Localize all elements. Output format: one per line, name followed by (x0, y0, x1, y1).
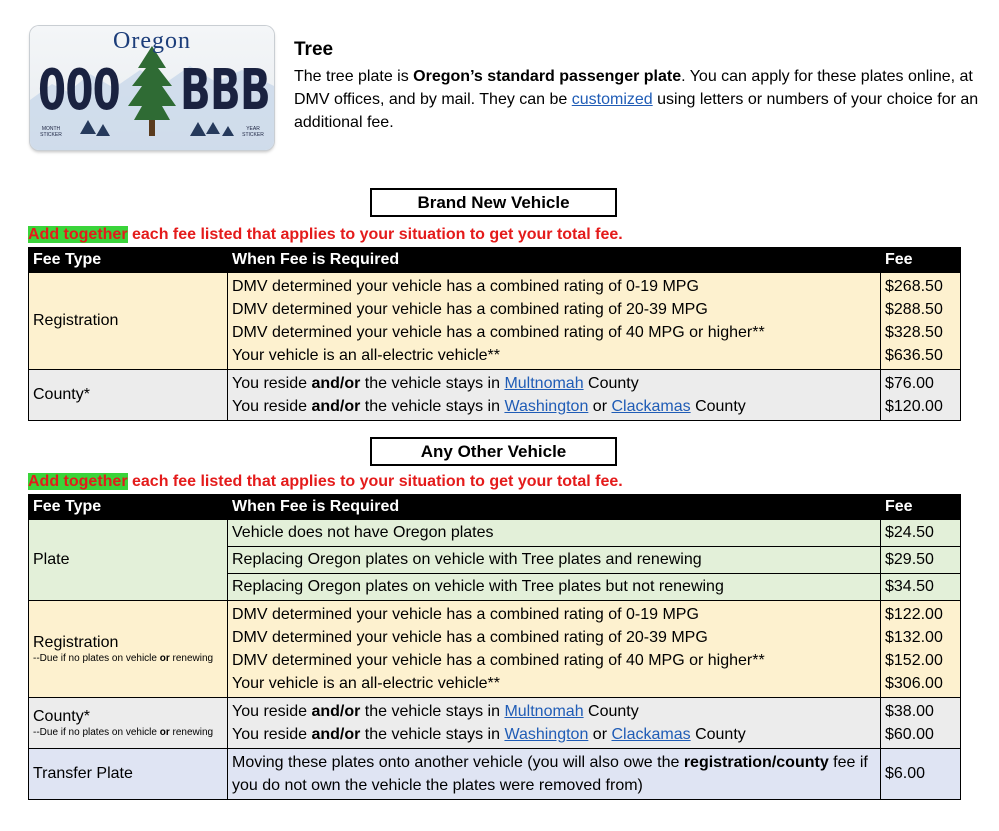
when-cell: DMV determined your vehicle has a combined rating of 0-19 MPG DMV determined your vehicle has a combined rating of 20-39 MPG DMV determined your vehicle has a combined rating of 40 MPG or higher** Your vehicle is an all-electric vehicle** (228, 273, 881, 370)
fee-cell: $38.00 $60.00 (881, 698, 961, 749)
washington-link[interactable]: Washington (504, 398, 589, 415)
multnomah-link[interactable]: Multnomah (504, 703, 584, 720)
header-fee: Fee (881, 495, 961, 520)
instruction-text: Add together each fee listed that applies to your situation to get your total fee. (28, 473, 623, 490)
fee-type-registration: Registration --Due if no plates on vehicle or renewing (29, 601, 228, 698)
customized-link[interactable]: customized (571, 91, 653, 108)
plate-left-characters: 000 (38, 58, 121, 123)
fee-type-county: County* (29, 370, 228, 421)
any-other-vehicle-fee-table (28, 494, 961, 800)
registration-note: --Due if no plates on vehicle or renewing (33, 652, 214, 664)
plate-state-name: Oregon (113, 28, 191, 54)
instruction-text: Add together each fee listed that applies to your situation to get your total fee. (28, 226, 623, 243)
fee-type-registration: Registration (29, 273, 228, 370)
header-fee-type: Fee Type (29, 495, 228, 520)
table-row (29, 698, 961, 749)
table-row (29, 749, 961, 800)
table-row (29, 601, 961, 698)
fee-type-plate: Plate (29, 520, 228, 601)
intro-paragraph: The tree plate is Oregon’s standard passenger plate. You can apply for these plates online, at DMV offices, and by mail. They can be customized using letters or numbers of your choice for an additional fee. (294, 68, 979, 131)
washington-link[interactable]: Washington (504, 726, 589, 743)
multnomah-link[interactable]: Multnomah (504, 375, 584, 392)
fee-type-county: County* --Due if no plates on vehicle or renewing (29, 698, 228, 749)
clackamas-link[interactable]: Clackamas (611, 398, 691, 415)
fee-type-transfer-plate: Transfer Plate (29, 749, 228, 800)
header-fee-type: Fee Type (29, 248, 228, 273)
year-sticker-label: YEAR STICKER (242, 126, 264, 138)
intro-block (294, 38, 984, 134)
clackamas-link[interactable]: Clackamas (611, 726, 691, 743)
when-cell: You reside and/or the vehicle stays in Multnomah County You reside and/or the vehicle stays in Washington or Clackamas County (228, 698, 881, 749)
fee-cell: $6.00 (881, 749, 961, 800)
header-fee: Fee (881, 248, 961, 273)
table-row (29, 273, 961, 370)
fee-cell: $122.00 $132.00 $152.00 $306.00 (881, 601, 961, 698)
when-cell: DMV determined your vehicle has a combined rating of 0-19 MPG DMV determined your vehicle has a combined rating of 20-39 MPG DMV determined your vehicle has a combined rating of 40 MPG or higher** Your vehicle is an all-electric vehicle** (228, 601, 881, 698)
standard-plate-emphasis: Oregon’s standard passenger plate (413, 68, 682, 85)
when-cell: You reside and/or the vehicle stays in Multnomah County You reside and/or the vehicle stays in Washington or Clackamas County (228, 370, 881, 421)
fee-cell: $76.00 $120.00 (881, 370, 961, 421)
add-together-highlight: Add together (28, 226, 128, 243)
header-when-required: When Fee is Required (228, 248, 881, 273)
tree-license-plate-image (30, 26, 274, 150)
plate-right-characters: BBB (180, 58, 271, 123)
add-together-highlight: Add together (28, 473, 128, 490)
when-cell: Moving these plates onto another vehicle (you will also owe the registration/county fee if you do not own the vehicle the plates were removed from) (228, 749, 881, 800)
table-row: Replacing Oregon plates on vehicle with Tree plates and renewing $29.50 (29, 547, 961, 574)
header-when-required: When Fee is Required (228, 495, 881, 520)
table-row: Replacing Oregon plates on vehicle with Tree plates but not renewing $34.50 (29, 574, 961, 601)
month-sticker-label: MONTH STICKER (40, 126, 62, 138)
brand-new-vehicle-fee-table (28, 247, 961, 421)
fee-cell: $268.50 $288.50 $328.50 $636.50 (881, 273, 961, 370)
county-note: --Due if no plates on vehicle or renewing (33, 726, 214, 738)
any-other-vehicle-heading: Any Other Vehicle (370, 437, 617, 466)
page-title: Tree (294, 39, 334, 60)
table-row: Plate Vehicle does not have Oregon plates $24.50 (29, 520, 961, 547)
brand-new-vehicle-heading: Brand New Vehicle (370, 188, 617, 217)
table-row (29, 370, 961, 421)
